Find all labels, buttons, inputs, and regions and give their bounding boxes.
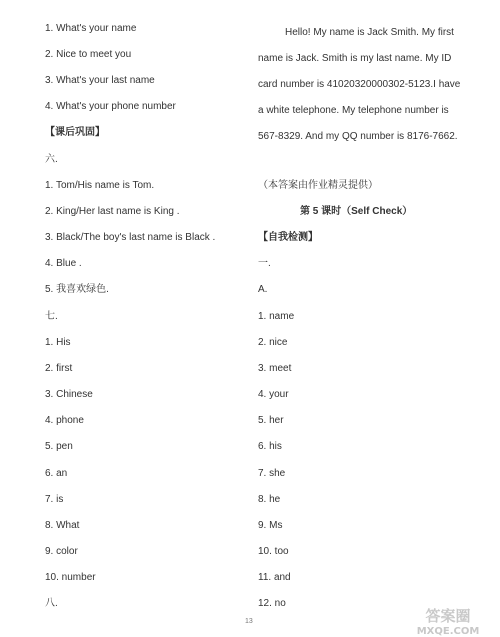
answer-line: 4. What's your phone number (45, 101, 176, 112)
section-number: 六. (45, 154, 58, 165)
section-number: 七. (45, 311, 58, 322)
answer-line: 8. What (45, 520, 80, 531)
answer-line: 5. her (258, 415, 284, 426)
answer-line: 1. What's your name (45, 23, 137, 34)
watermark-url: MXQE.COM (416, 626, 480, 636)
answer-line: 5. 我喜欢绿色. (45, 284, 109, 295)
answer-line: 3. Chinese (45, 389, 93, 400)
sub-section: A. (258, 284, 268, 295)
page-number: 13 (245, 618, 253, 625)
answer-line: 6. his (258, 441, 282, 452)
section-number: 一. (258, 258, 271, 269)
answer-line: 1. Tom/His name is Tom. (45, 180, 155, 191)
watermark-text: 答案圈 (425, 607, 471, 625)
answer-line: 4. your (258, 389, 289, 400)
paragraph-text: Hello! My name is Jack Smith. My first name is Jack. Smith is my last name. My ID card number is 41020320000302-5123.I have a white telephone. My telephone number is 567-8329. And my QQ number is 8176-7662. (258, 27, 461, 142)
answer-line: 9. color (45, 546, 78, 557)
section-heading: 【课后巩固】 (45, 127, 105, 138)
answer-line: 1. name (258, 311, 295, 322)
answer-line: 3. Black/The boy's last name is Black . (45, 232, 216, 243)
answer-line: 5. pen (45, 441, 73, 452)
answer-line: 4. Blue . (45, 258, 82, 269)
answer-line: 4. phone (45, 415, 84, 426)
answer-line: 10. too (258, 546, 289, 557)
lesson-title: 第 5 课时（Self Check） (300, 206, 413, 217)
answer-line: 9. Ms (258, 520, 283, 531)
answer-line: 3. meet (258, 363, 292, 374)
answer-line: 12. no (258, 598, 286, 609)
answer-line: 8. he (258, 494, 281, 505)
answer-line: 2. Nice to meet you (45, 49, 132, 60)
answer-paragraph (258, 20, 463, 150)
answer-line: 11. and (258, 572, 291, 583)
answer-line: 6. an (45, 468, 68, 479)
answer-line: 2. nice (258, 337, 288, 348)
answer-line: 1. His (45, 337, 71, 348)
section-heading: 【自我检测】 (258, 232, 318, 243)
section-number: 八. (45, 598, 58, 609)
answer-line: 10. number (45, 572, 96, 583)
answer-line: 2. King/Her last name is King . (45, 206, 180, 217)
answer-line: 2. first (45, 363, 73, 374)
answer-line: 7. is (45, 494, 64, 505)
answer-line: 7. she (258, 468, 286, 479)
source-note: （本答案由作业精灵提供） (258, 180, 378, 191)
watermark-logo (400, 604, 496, 636)
answer-line: 3. What's your last name (45, 75, 155, 86)
